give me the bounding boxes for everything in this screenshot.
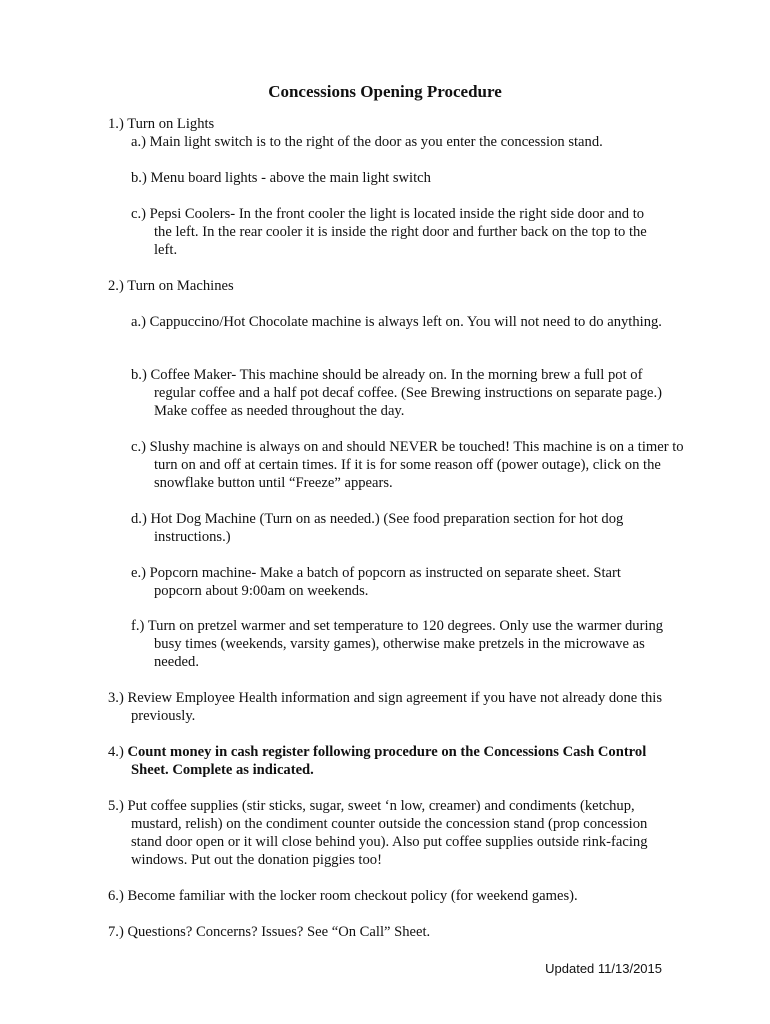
- document-title: Concessions Opening Procedure: [268, 82, 502, 101]
- step-2-heading: 2.) Turn on Machines: [108, 278, 234, 294]
- step-4-text: Count money in cash register following procedure on the Concessions Cash Control Sheet. Complete as indicated.: [127, 744, 647, 778]
- step-5: 5.) Put coffee supplies (stir sticks, sugar, sweet ‘n low, creamer) and condiments (ketchup, mustard, relish) on the condiment counter outside the concession stand (prop concession stand door open or it will close behind you). Also put coffee supplies outside rink-facing windows. Put out the donation piggies too!: [108, 798, 648, 868]
- updated-date: Updated 11/13/2015: [545, 961, 662, 976]
- step-7: 7.) Questions? Concerns? Issues? See “On Call” Sheet.: [108, 924, 431, 940]
- step-3: 3.) Review Employee Health information and sign agreement if you have not already done this previously.: [108, 690, 662, 724]
- step-4-number: 4.): [108, 744, 128, 760]
- step-1c: c.) Pepsi Coolers- In the front cooler the light is located inside the right side door and to the left. In the rear cooler it is inside the right door and further back on the top to the left.: [131, 206, 647, 258]
- step-1b: b.) Menu board lights - above the main light switch: [131, 170, 431, 186]
- step-2b: b.) Coffee Maker- This machine should be already on. In the morning brew a full pot of regular coffee and a half pot decaf coffee. (See Brewing instructions on separate page.) Make coffee as needed throughout the day.: [131, 367, 662, 419]
- step-2a: a.) Cappuccino/Hot Chocolate machine is always left on. You will not need to do anything.: [131, 314, 662, 330]
- step-2f: f.) Turn on pretzel warmer and set temperature to 120 degrees. Only use the warmer during busy times (weekends, varsity games), otherwise make pretzels in the microwave as needed.: [131, 618, 664, 670]
- step-2d: d.) Hot Dog Machine (Turn on as needed.) (See food preparation section for hot dog instructions.): [131, 511, 624, 545]
- step-1a: a.) Main light switch is to the right of the door as you enter the concession stand.: [131, 134, 603, 150]
- step-4: [108, 743, 671, 779]
- step-2e: e.) Popcorn machine- Make a batch of popcorn as instructed on separate sheet. Start popcorn about 9:00am on weekends.: [131, 565, 621, 599]
- step-1-heading: 1.) Turn on Lights: [108, 116, 215, 132]
- step-6: 6.) Become familiar with the locker room checkout policy (for weekend games).: [108, 888, 578, 904]
- step-2c: c.) Slushy machine is always on and should NEVER be touched! This machine is on a timer to turn on and off at certain times. If it is for some reason off (power outage), click on the snowflake button until “Freeze” appears.: [131, 439, 684, 491]
